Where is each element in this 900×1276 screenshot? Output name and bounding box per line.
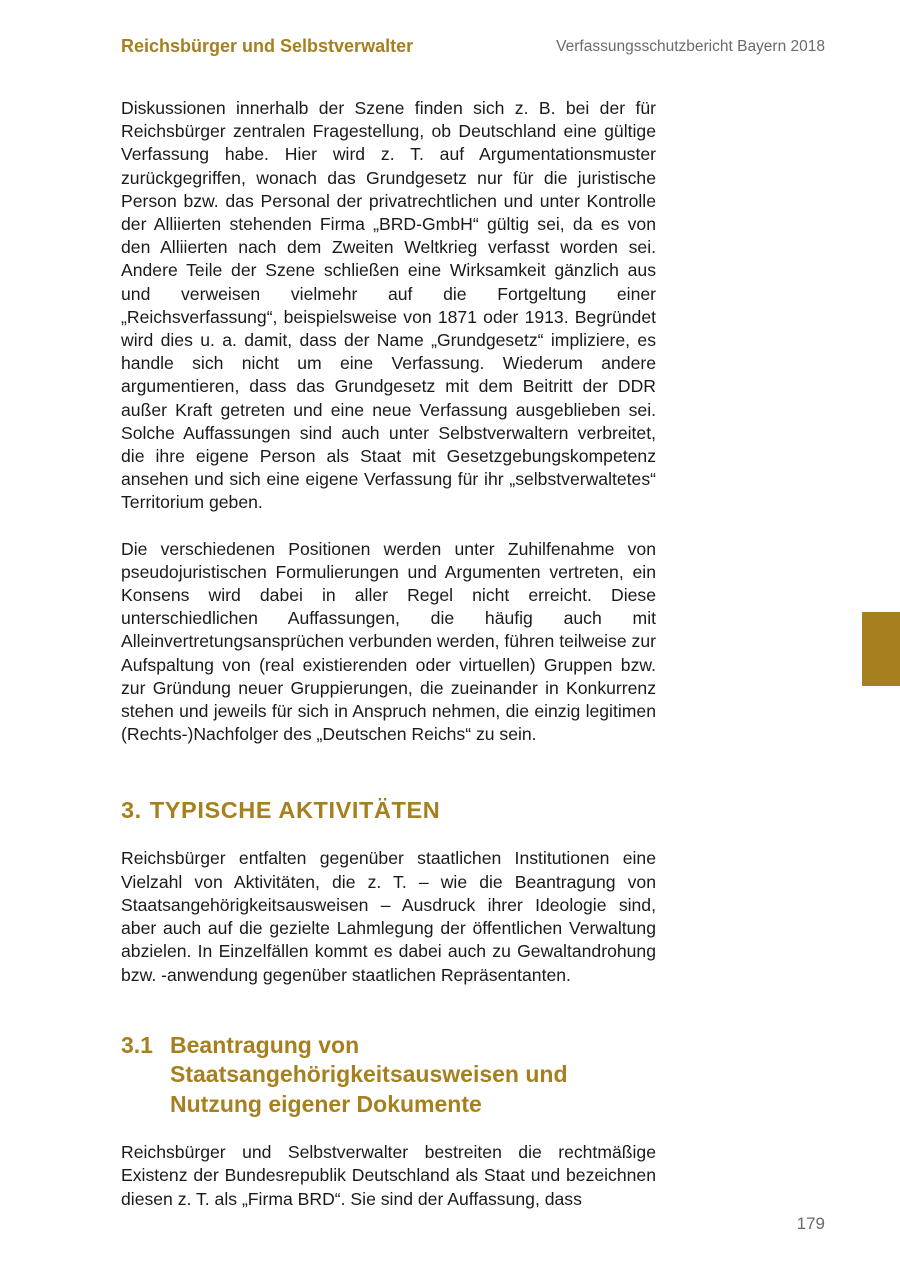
section-3-1-title: Beantragung von Staatsangehörigkeitsausweisen und Nutzung eigener Dokumente [170, 1031, 568, 1117]
section-3-title: TYPISCHE AKTIVITÄTEN [149, 797, 441, 824]
paragraph-1: Diskussionen innerhalb der Szene finden sich z. B. bei der für Reichsbürger zentralen Fragestellung, ob Deutschland eine gültige Verfassung habe. Hier wird z. T. auf Argumentationsmuster zurückgegriffen, wonach das Grundgesetz nur für die juristische Person bzw. das Personal der privatrechtlichen und unter Kontrolle der Alliierten stehenden Firma „BRD-GmbH“ gültig sei, da es von den Alliierten nach dem Zweiten Weltkrieg verfasst worden sei. Andere Teile der Szene schließen eine Wirksamkeit gänzlich aus und verweisen vielmehr auf die Fortgeltung einer „Reichsverfassung“, beispielsweise von 1871 oder 1913. Begründet wird dies u. a. damit, dass der Name „Grundgesetz“ impliziere, es handle sich nicht um eine Verfassung. Wiederum andere argumentieren, dass das Grundgesetz mit dem Beitritt der DDR außer Kraft getreten und eine neue Verfassung ausgeblieben sei. Solche Auffassungen sind auch unter Selbstverwaltern verbreitet, die ihre eigene Person als Staat mit Gesetzgebungskompetenz ansehen und sich eine eigene Verfassung für ihr „selbstverwaltetes“ Territorium geben. [121, 98, 656, 513]
section-3-1-heading [121, 1031, 656, 1120]
section-3-number: 3. [121, 797, 142, 824]
section-3-1-number: 3.1 [121, 1031, 153, 1058]
section-3-heading [121, 795, 656, 825]
chapter-side-tab [862, 612, 900, 686]
paragraph-3: Reichsbürger entfalten gegenüber staatlichen Institutionen eine Vielzahl von Aktivitäten, die z. T. – wie die Beantragung von Staatsangehörigkeitsausweisen – Ausdruck ihrer Ideologie sind, aber auch auf die gezielte Lahmlegung der öffentlichen Verwaltung abzielen. In Einzelfällen kommt es dabei auch zu Gewaltandrohung bzw. -anwendung gegenüber staatlichen Repräsentanten. [121, 848, 656, 985]
running-header-publication: Verfassungsschutzbericht Bayern 2018 [556, 38, 825, 55]
running-header-chapter: Reichsbürger und Selbstverwalter [121, 36, 414, 56]
paragraph-2: Die verschiedenen Positionen werden unter Zuhilfenahme von pseudojuristischen Formulierungen und Argumenten vertreten, ein Konsens wird dabei in aller Regel nicht erreicht. Diese unterschiedlichen Auffassungen, die häufig auch mit Alleinvertretungsansprüchen verbunden werden, führen teilweise zur Aufspaltung von (real existierenden oder virtuellen) Gruppen bzw. zur Gründung neuer Gruppierungen, die zueinander in Konkurrenz stehen und jeweils für sich in Anspruch nehmen, die einzig legitimen (Rechts-)Nachfolger des „Deutschen Reichs“ zu sein. [121, 538, 656, 745]
page-number: 179 [796, 1214, 825, 1233]
paragraph-4: Reichsbürger und Selbstverwalter bestreiten die rechtmäßige Existenz der Bundesrepublik Deutschland als Staat und bezeichnen diesen z. T. als „Firma BRD“. Sie sind der Auffassung, dass [121, 1142, 656, 1209]
main-content [121, 97, 656, 1211]
